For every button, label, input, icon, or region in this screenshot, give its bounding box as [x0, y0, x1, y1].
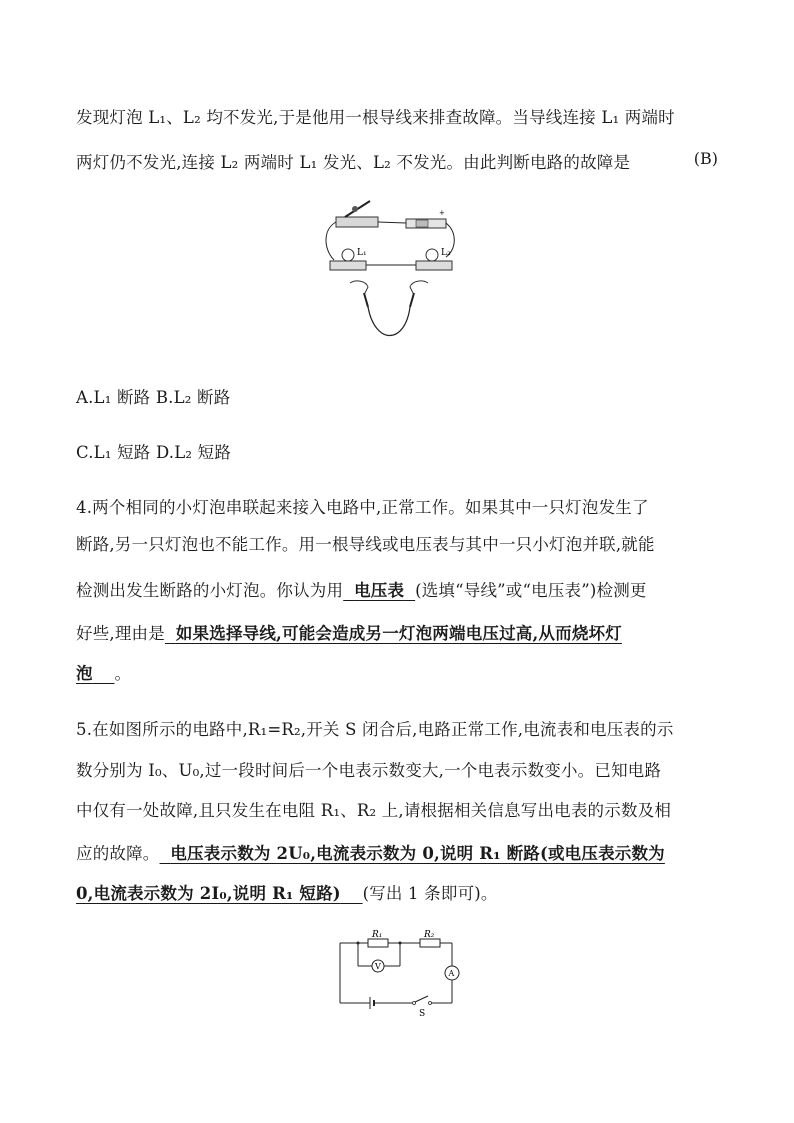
q4-text-line-4 [76, 620, 622, 644]
q5-text-line-4 [76, 840, 665, 864]
q5-answer-part-2: 0,电流表示数为 2I₀,说明 R₁ 短路) [76, 884, 341, 903]
q4-line4-prefix: 好些,理由是 [76, 624, 165, 643]
q5-line5-suffix: (写出 1 条即可)。 [362, 884, 498, 903]
q5-text-line-2: 数分别为 I₀、U₀,过一段时间后一个电表示数变大,一个电表示数变小。已知电路 [76, 761, 662, 780]
q5-circuit-schematic [330, 928, 465, 1018]
q5-text-line-3: 中仅有一处故障,且只发生在电阻 R₁、R₂ 上,请根据相关信息写出电表的示数及相 [76, 801, 672, 820]
q3-answer: (B) [693, 149, 718, 168]
q4-answer-blank-2-part-1: 如果选择导线,可能会造成另一灯泡两端电压过高,从而烧坏灯 [175, 624, 622, 643]
q4-line3-prefix: 检测出发生断路的小灯泡。你认为用 [76, 581, 344, 600]
fig-label-l1: L₁ [357, 248, 367, 258]
fig-label-s: S [419, 1009, 426, 1018]
q5-line4-prefix: 应的故障。 [76, 844, 160, 863]
q4-text-line-2: 断路,另一只灯泡也不能工作。用一根导线或电压表与其中一只小灯泡并联,就能 [76, 535, 655, 554]
fig-label-a: A [448, 969, 455, 978]
q3-text-line-2: 两灯仍不发光,连接 L₂ 两端时 L₁ 发光、L₂ 不发光。由此判断电路的故障是 [76, 153, 631, 172]
q3-text-line-1: 发现灯泡 L₁、L₂ 均不发光,于是他用一根导线来排查故障。当导线连接 L₁ 两端时 [76, 108, 675, 127]
q5-text-line-5 [76, 880, 498, 904]
q4-text-line-3 [76, 577, 647, 601]
q4-line3-suffix: (选填“导线”或“电压表”)检测更 [415, 581, 647, 600]
q4-line5-suffix: 。 [114, 664, 132, 683]
svg-text:+: + [439, 209, 445, 217]
fig-label-r2: R₂ [424, 930, 435, 940]
q5-answer-part-1: 电压表示数为 2U₀,电流表示数为 0,说明 R₁ 断路(或电压表示数为 [170, 844, 665, 863]
q3-options-row-1: A.L₁ 断路 B.L₂ 断路 [76, 388, 231, 407]
fig-label-l2: L₂ [441, 248, 451, 258]
q4-text-line-1: 4.两个相同的小灯泡串联起来接入电路中,正常工作。如果其中一只灯泡发生了 [76, 498, 649, 517]
q5-text-line-1: 5.在如图所示的电路中,R₁=R₂,开关 S 闭合后,电路正常工作,电流表和电压表的示 [76, 720, 674, 739]
q3-circuit-figure [320, 195, 460, 345]
q4-answer-blank-2-part-2: 泡 [76, 664, 93, 683]
q3-options-row-2: C.L₁ 短路 D.L₂ 短路 [76, 443, 232, 462]
q4-answer-blank-1: 电压表 [354, 581, 405, 600]
fig-label-v: V [375, 962, 381, 971]
fig-label-r1: R₁ [372, 930, 383, 940]
q4-text-line-5 [76, 660, 131, 684]
